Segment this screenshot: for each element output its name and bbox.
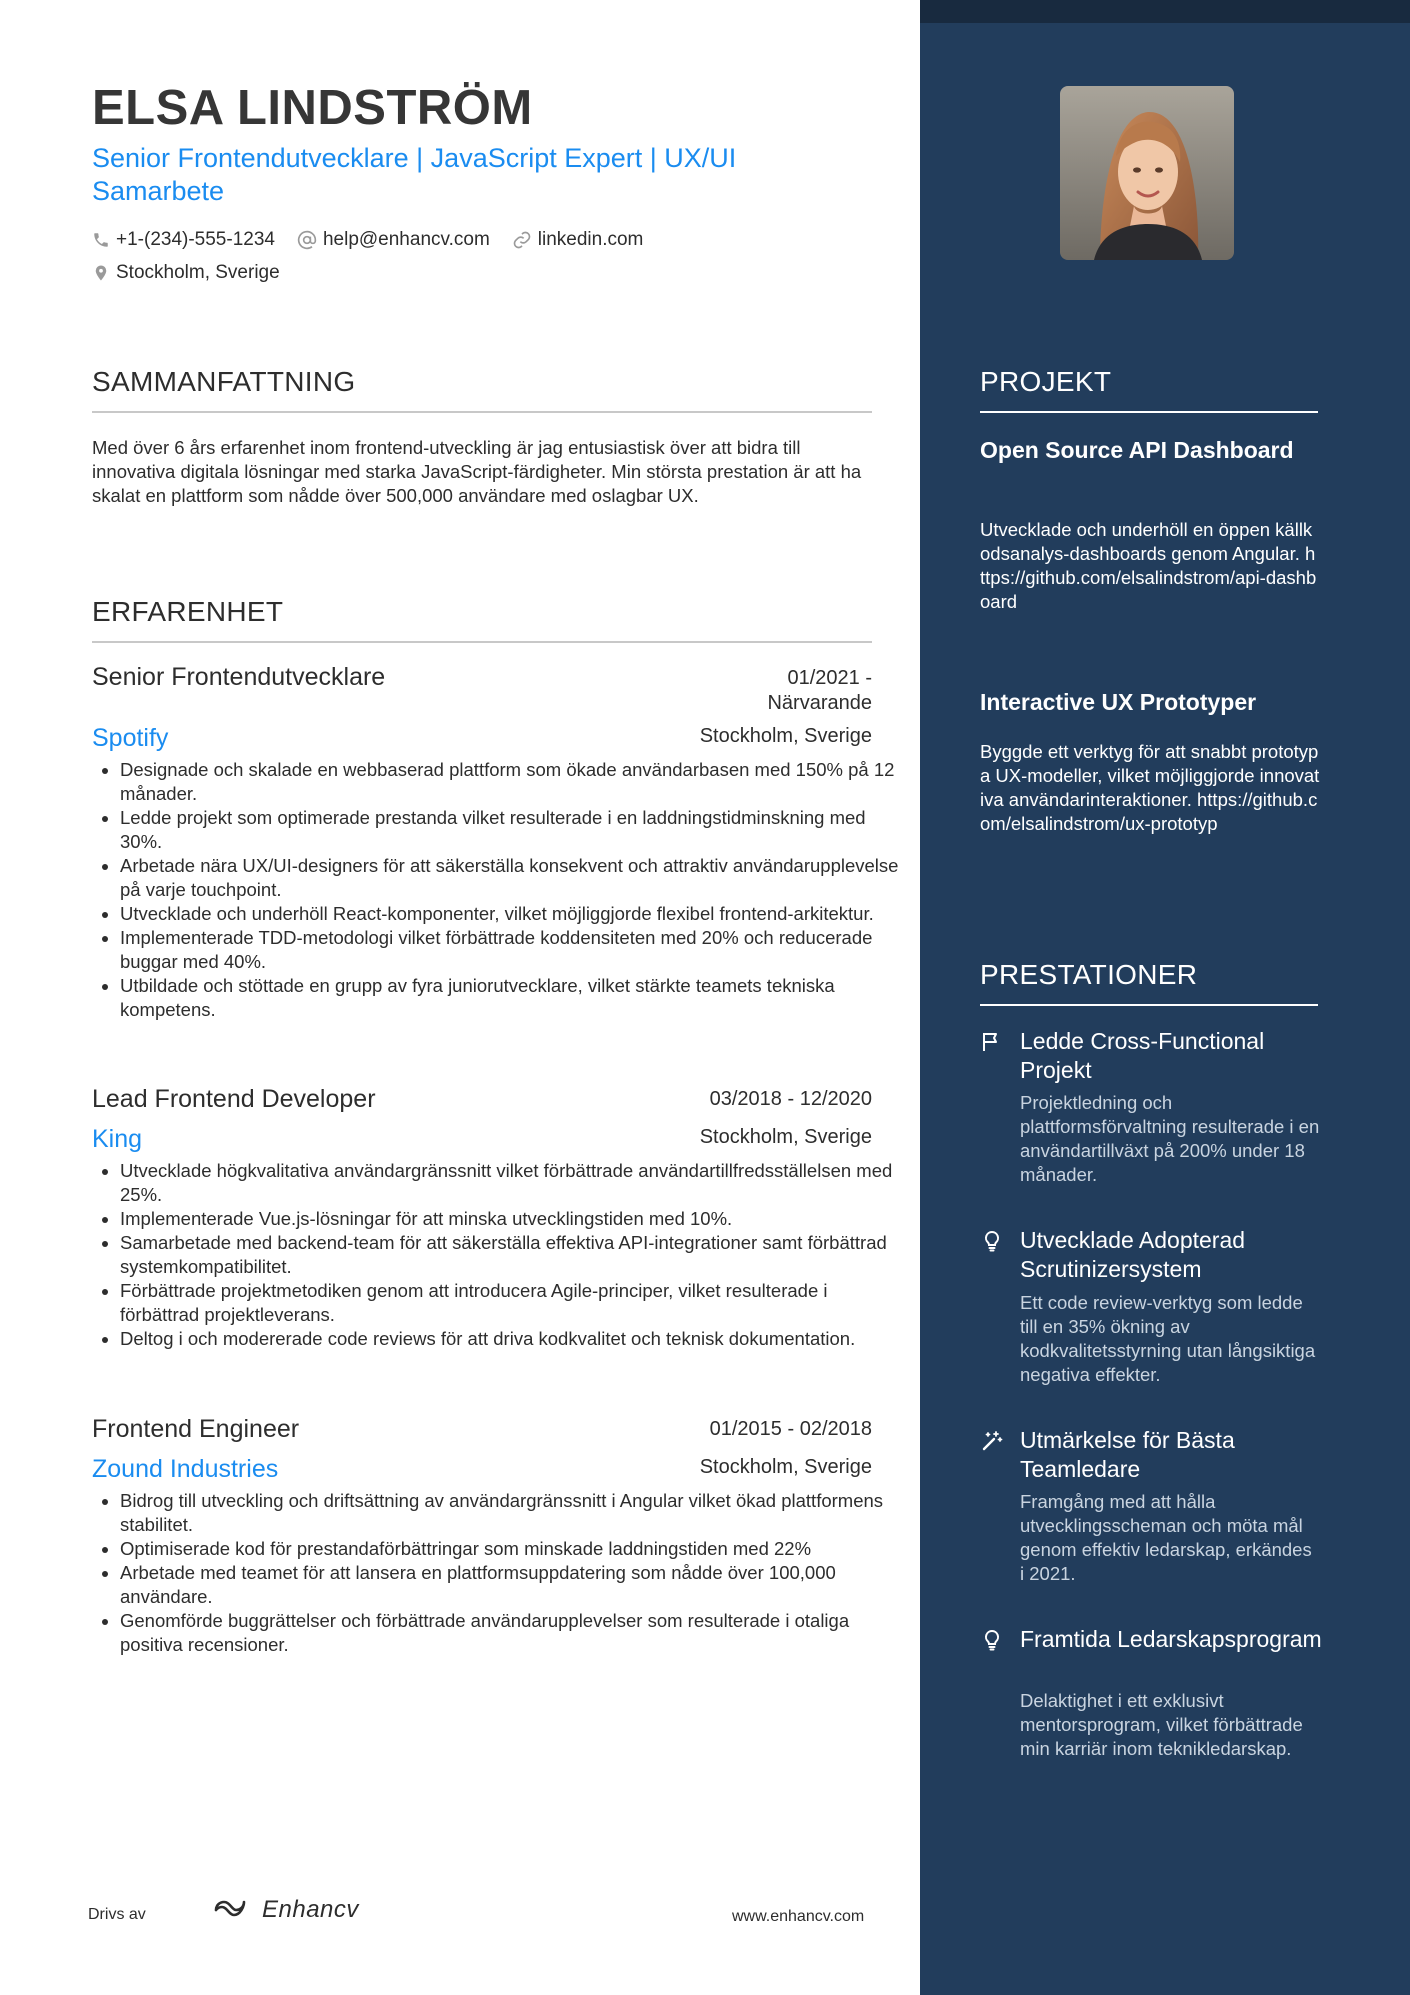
job-location: Stockholm, Sverige	[699, 1126, 872, 1148]
at-icon	[297, 230, 317, 250]
projects-heading: PROJEKT	[980, 366, 1112, 397]
email-text: help@enhancv.com	[322, 229, 490, 250]
sidebar-top-strip	[920, 0, 1410, 23]
link-icon	[512, 230, 532, 250]
email-contact[interactable]	[297, 229, 490, 251]
job-bullet: • Utvecklade och underhöll React-komponenter, vilket möjliggjorde flexibel frontend-arkitektur.	[120, 902, 900, 926]
location-pin-icon	[92, 263, 110, 283]
job-role: Senior Frontendutvecklare	[92, 663, 386, 691]
summary-heading: SAMMANFATTNING	[92, 366, 356, 397]
linkedin-contact[interactable]	[512, 229, 644, 251]
job-company[interactable]: Spotify	[92, 724, 169, 752]
job-dates-end: Närvarande	[767, 692, 872, 714]
job-bullet: • Genomförde buggrättelser och förbättrade användarupplevelser som resulterade i otaliga positiva recensioner.	[120, 1609, 900, 1657]
achievements-divider	[980, 1004, 1318, 1006]
job-location: Stockholm, Sverige	[699, 725, 872, 747]
achievement-title: Framtida Ledarskapsprogram	[1020, 1626, 1322, 1652]
job-location: Stockholm, Sverige	[699, 1456, 872, 1478]
magic-wand-icon	[980, 1429, 1004, 1453]
job-bullet: • Optimiserade kod för prestandaförbättringar som minskade laddningstiden med 22%	[120, 1537, 900, 1561]
achievement-description: Projektledning och plattformsförvaltning resulterade i en användartillväxt på 200% under 18 månader.	[1020, 1092, 1320, 1185]
headline: Senior Frontendutvecklare | JavaScript Expert | UX/UI Samarbete	[92, 143, 737, 206]
project-description: Byggde ett verktyg för att snabbt prototypa UX-modeller, vilket möjliggjorde innovativa användarinteraktioner. https://github.com/elsalindstrom/ux-prototyp	[980, 741, 1320, 834]
experience-divider	[92, 641, 872, 643]
location-contact	[92, 262, 280, 284]
achievement-title: Utmärkelse för Bästa Teamledare	[1020, 1427, 1235, 1482]
job-bullet: • Arbetade nära UX/UI-designers för att säkerställa konsekvent och attraktiv användarupplevelse på varje touchpoint.	[120, 854, 900, 902]
enhancv-logo[interactable]	[206, 1896, 359, 1924]
job-company[interactable]: King	[92, 1125, 143, 1153]
job-dates	[767, 666, 872, 716]
flag-icon	[980, 1030, 1004, 1054]
lightbulb-icon	[980, 1628, 1004, 1652]
footer-url[interactable]: www.enhancv.com	[732, 1908, 865, 1925]
achievement-description: Delaktighet i ett exklusivt mentorsprogram, vilket förbättrade min karriär inom teknikledarskap.	[1020, 1690, 1303, 1759]
job-bullet: • Designade och skalade en webbaserad plattform som ökade användarbasen med 150% på 12 månader.	[120, 758, 900, 806]
job-bullet: • Bidrog till utveckling och driftsättning av användargränssnitt i Angular vilket ökad plattformens stabilitet.	[120, 1489, 900, 1537]
job-bullet: • Arbetade med teamet för att lansera en plattformsuppdatering som nådde över 100,000 användare.	[120, 1561, 900, 1609]
achievement-description: Ett code review-verktyg som ledde till en 35% ökning av kodkvalitetsstyrning utan långsiktiga negativa effekter.	[1020, 1292, 1316, 1385]
job-dates-start: 01/2021 -	[787, 667, 872, 689]
powered-by-label: Drivs av	[88, 1906, 146, 1923]
job-dates	[710, 1087, 872, 1112]
projects-divider	[980, 411, 1318, 413]
job-role: Lead Frontend Developer	[92, 1085, 376, 1113]
project-title: Open Source API Dashboard	[980, 437, 1294, 463]
location-text: Stockholm, Sverige	[116, 262, 280, 283]
enhancv-logo-icon	[206, 1897, 254, 1923]
summary-divider	[92, 411, 872, 413]
job-bullet: • Implementerade TDD-metodologi vilket förbättrade koddensiteten med 20% och reducerade buggar med 40%.	[120, 926, 900, 974]
job-dates	[710, 1417, 872, 1442]
job-bullet: • Implementerade Vue.js-lösningar för att minska utvecklingstiden med 10%.	[120, 1207, 900, 1231]
phone-icon	[92, 231, 110, 249]
job-bullet: • Samarbetade med backend-team för att säkerställa effektiva API-integrationer samt förbättrad systemkompatibilitet.	[120, 1231, 900, 1279]
enhancv-brand-text: Enhancv	[262, 1896, 359, 1923]
job-role: Frontend Engineer	[92, 1415, 300, 1443]
location-row	[92, 262, 302, 284]
job-bullet: • Utvecklade högkvalitativa användargränssnitt vilket förbättrade användartillfredsställelsen med 25%.	[120, 1159, 900, 1207]
job-bullet: • Förbättrade projektmetodiken genom att introducera Agile-principer, vilket resulterade i förbättrad projektleverans.	[120, 1279, 900, 1327]
job-dates-start: 01/2015 - 02/2018	[709, 1418, 872, 1440]
achievement-title: Ledde Cross-Functional Projekt	[1020, 1028, 1265, 1083]
linkedin-text: linkedin.com	[537, 229, 644, 250]
job-bullets	[92, 1489, 900, 1657]
profile-photo	[1060, 86, 1234, 260]
phone-contact[interactable]	[92, 229, 275, 251]
sidebar	[920, 0, 1410, 1995]
job-bullets	[92, 758, 900, 1022]
lightbulb-icon	[980, 1229, 1004, 1253]
candidate-name: ELSA LINDSTRÖM	[92, 81, 533, 135]
experience-heading: ERFARENHET	[92, 596, 284, 627]
job-dates-start: 03/2018 - 12/2020	[709, 1088, 872, 1110]
job-bullets	[92, 1159, 900, 1351]
summary-text: Med över 6 års erfarenhet inom frontend-utveckling är jag entusiastisk över att bidra till innovativa digitala lösningar med starka JavaScript-färdigheter. Min största prestation är att ha skalat en plattform som nådde över 500,000 användare med oslagbar UX.	[92, 437, 862, 506]
job-company[interactable]: Zound Industries	[92, 1455, 279, 1483]
job-bullet: • Ledde projekt som optimerade prestanda vilket resulterade i en laddningstidminskning med 30%.	[120, 806, 900, 854]
job-bullet: • Deltog i och modererade code reviews för att driva kodkvalitet och teknisk dokumentation.	[120, 1327, 900, 1351]
portrait-image-icon	[1060, 86, 1234, 260]
phone-text: +1-(234)-555-1234	[116, 229, 275, 250]
job-bullet: • Utbildade och stöttade en grupp av fyra juniorutvecklare, vilket stärkte teamets tekniska kompetens.	[120, 974, 900, 1022]
project-title: Interactive UX Prototyper	[980, 689, 1257, 715]
contact-row	[92, 229, 665, 251]
achievement-description: Framgång med att hålla utvecklingsscheman och möta mål genom effektiv ledarskap, erkändes i 2021.	[1020, 1491, 1312, 1584]
achievements-heading: PRESTATIONER	[980, 959, 1198, 990]
project-description: Utvecklade och underhöll en öppen källkodsanalys-dashboards genom Angular. https://github.com/elsalindstrom/api-dashboard	[980, 519, 1317, 612]
achievement-title: Utvecklade Adopterad Scrutinizersystem	[1020, 1227, 1246, 1282]
